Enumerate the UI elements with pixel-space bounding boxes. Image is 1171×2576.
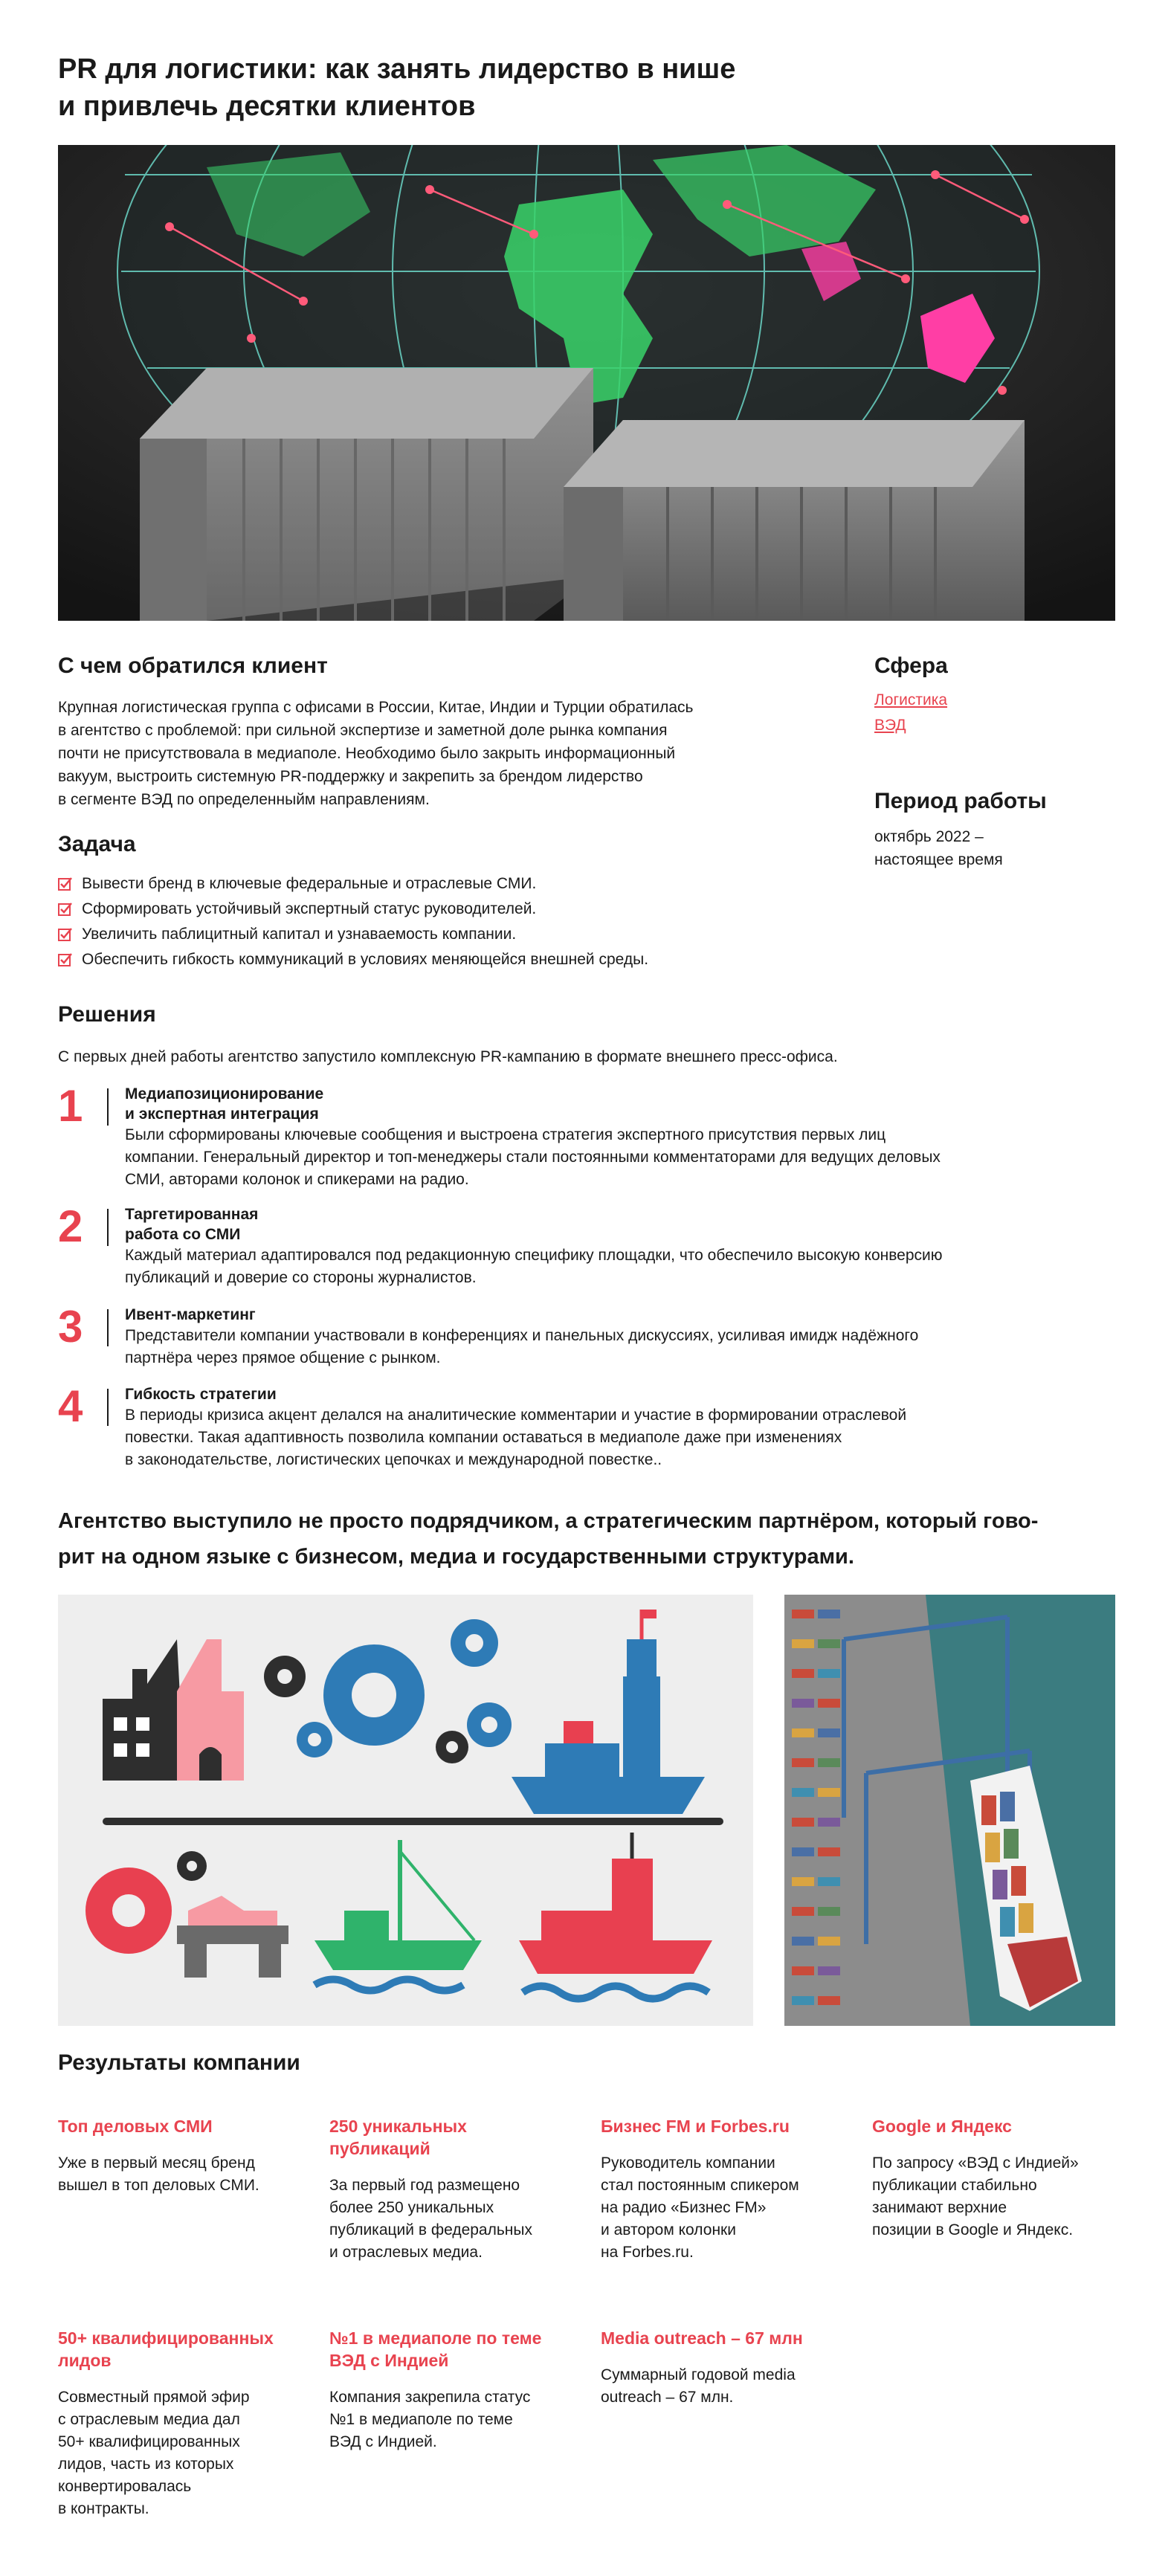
solution-title: Гибкость стратегии	[125, 1386, 277, 1403]
result-title: Топ деловых СМИ	[58, 2117, 213, 2136]
result-title: Media outreach – 67 млн	[601, 2328, 803, 2348]
result-card	[58, 2115, 303, 2197]
divider	[107, 1309, 109, 1346]
task-item: Вывести бренд в ключевые федеральные и отраслевые СМИ.	[58, 871, 876, 897]
result-card	[872, 2115, 1117, 2241]
solutions-intro: С первых дней работы агентство запустило комплексную PR-кампанию в формате внешнего пресс-офиса.	[58, 1048, 838, 1065]
result-desc: За первый год размещено более 250 уникальных публикаций в федеральных и отраслевых медиа.	[329, 2177, 532, 2261]
result-card	[329, 2115, 575, 2264]
solution-title: Таргетированная работа со СМИ	[125, 1206, 259, 1243]
result-card	[58, 2327, 303, 2520]
result-title: Google и Яндекс	[872, 2117, 1012, 2136]
result-desc: Совместный прямой эфир с отраслевым медиа дал 50+ квалифицированных лидов, часть из которых конвертировалась в контракты.	[58, 2389, 250, 2517]
solution-item-4	[58, 1381, 1114, 1471]
solution-number: 4	[58, 1381, 83, 1431]
period-heading: Период работы	[874, 789, 1047, 813]
solution-title: Медиапозиционирование и экспертная интеграция	[125, 1085, 324, 1123]
sphere-link-logistics[interactable]: Логистика	[874, 691, 948, 708]
task-item: Увеличить паблицитный капитал и узнаваемость компании.	[58, 922, 876, 947]
divider	[107, 1389, 109, 1426]
checkbox-icon	[58, 927, 73, 942]
result-desc: Суммарный годовой media outreach – 67 млн.	[601, 2366, 796, 2406]
task-item: Сформировать устойчивый экспертный статус руководителей.	[58, 897, 876, 922]
solution-desc: В периоды кризиса акцент делался на аналитические комментарии и участие в формировании отраслевой повестки. Такая адаптивность позволила компании оставаться в медиаполе даже при изменениях в законодательстве, логистических цепочках и международной повестке..	[125, 1407, 907, 1468]
solution-number: 1	[58, 1081, 83, 1131]
divider	[107, 1209, 109, 1246]
solution-title: Ивент-маркетинг	[125, 1306, 256, 1323]
solution-item-1	[58, 1081, 1114, 1191]
result-card	[329, 2327, 575, 2453]
client-text: Крупная логистическая группа с офисами в России, Китае, Индии и Турции обратилась в агентство с проблемой: при сильной экспертизе и заметной доле рынка компания почти не присутствовала в медиаполе. Необходимо было закрыть информационный вакуум, выстроить системную PR-поддержку и закрепить за брендом лидерство в сегменте ВЭД по определенныйм направлениям.	[58, 699, 694, 808]
result-title: Бизнес FM и Forbes.ru	[601, 2117, 790, 2136]
divider	[107, 1088, 109, 1126]
result-desc: Уже в первый месяц бренд вышел в топ деловых СМИ.	[58, 2154, 259, 2194]
task-item: Обеспечить гибкость коммуникаций в условиях меняющейся внешней среды.	[58, 947, 876, 972]
checkbox-icon	[58, 902, 73, 917]
sphere-links	[874, 688, 947, 738]
task-heading: Задача	[58, 832, 136, 856]
result-title: 250 уникальных публикаций	[329, 2117, 467, 2158]
task-list	[58, 871, 876, 972]
sphere-link-ved[interactable]: ВЭД	[874, 717, 906, 734]
result-desc: Компания закрепила статус №1 в медиаполе по теме ВЭД с Индией.	[329, 2389, 531, 2450]
result-title: 50+ квалифицированных лидов	[58, 2328, 274, 2370]
checkbox-icon	[58, 952, 73, 967]
highlight-quote: Агентство выступило не просто подрядчиком, а стратегическим партнёром, который гово- рит на одном языке с бизнесом, медиа и государственными структурами.	[58, 1509, 1039, 1569]
result-desc: По запросу «ВЭД с Индией» публикации стабильно занимают верхние позиции в Google и Яндекс.	[872, 2154, 1079, 2238]
results-heading: Результаты компании	[58, 2050, 300, 2075]
page-title: PR для логистики: как занять лидерство в нише и привлечь десятки клиентов	[58, 54, 736, 122]
checkbox-icon	[58, 877, 73, 891]
solution-desc: Каждый материал адаптировался под редакционную специфику площадки, что обеспечило высокую конверсию публикаций и доверие со стороны журналистов.	[125, 1247, 943, 1286]
solution-desc: Были сформированы ключевые сообщения и выстроена стратегия экспертного присутствия первых лиц компании. Генеральный директор и топ-менеджеры стали постоянными комментаторами для ведущих деловых СМИ, авторами колонок и спикерами на радио.	[125, 1126, 941, 1188]
result-card	[601, 2327, 846, 2409]
solution-item-3	[58, 1302, 1114, 1369]
period-text: октябрь 2022 – настоящее время	[874, 828, 1003, 868]
client-heading: С чем обратился клиент	[58, 653, 328, 678]
solution-number: 2	[58, 1201, 83, 1251]
solution-desc: Представители компании участвовали в конференциях и панельных дискуссиях, усиливая имидж надёжного партнёра через прямое общение с рынком.	[125, 1327, 919, 1366]
result-card	[601, 2115, 846, 2264]
solution-number: 3	[58, 1302, 83, 1352]
solution-item-2	[58, 1201, 1114, 1289]
port-photo	[784, 1595, 1115, 2026]
industry-illustration	[58, 1595, 753, 2026]
result-title: №1 в медиаполе по теме ВЭД с Индией	[329, 2328, 542, 2370]
sphere-heading: Сфера	[874, 653, 948, 678]
result-desc: Руководитель компании стал постоянным спикером на радио «Бизнес FM» и автором колонки на Forbes.ru.	[601, 2154, 799, 2261]
hero-image	[58, 145, 1115, 621]
solutions-heading: Решения	[58, 1002, 156, 1027]
